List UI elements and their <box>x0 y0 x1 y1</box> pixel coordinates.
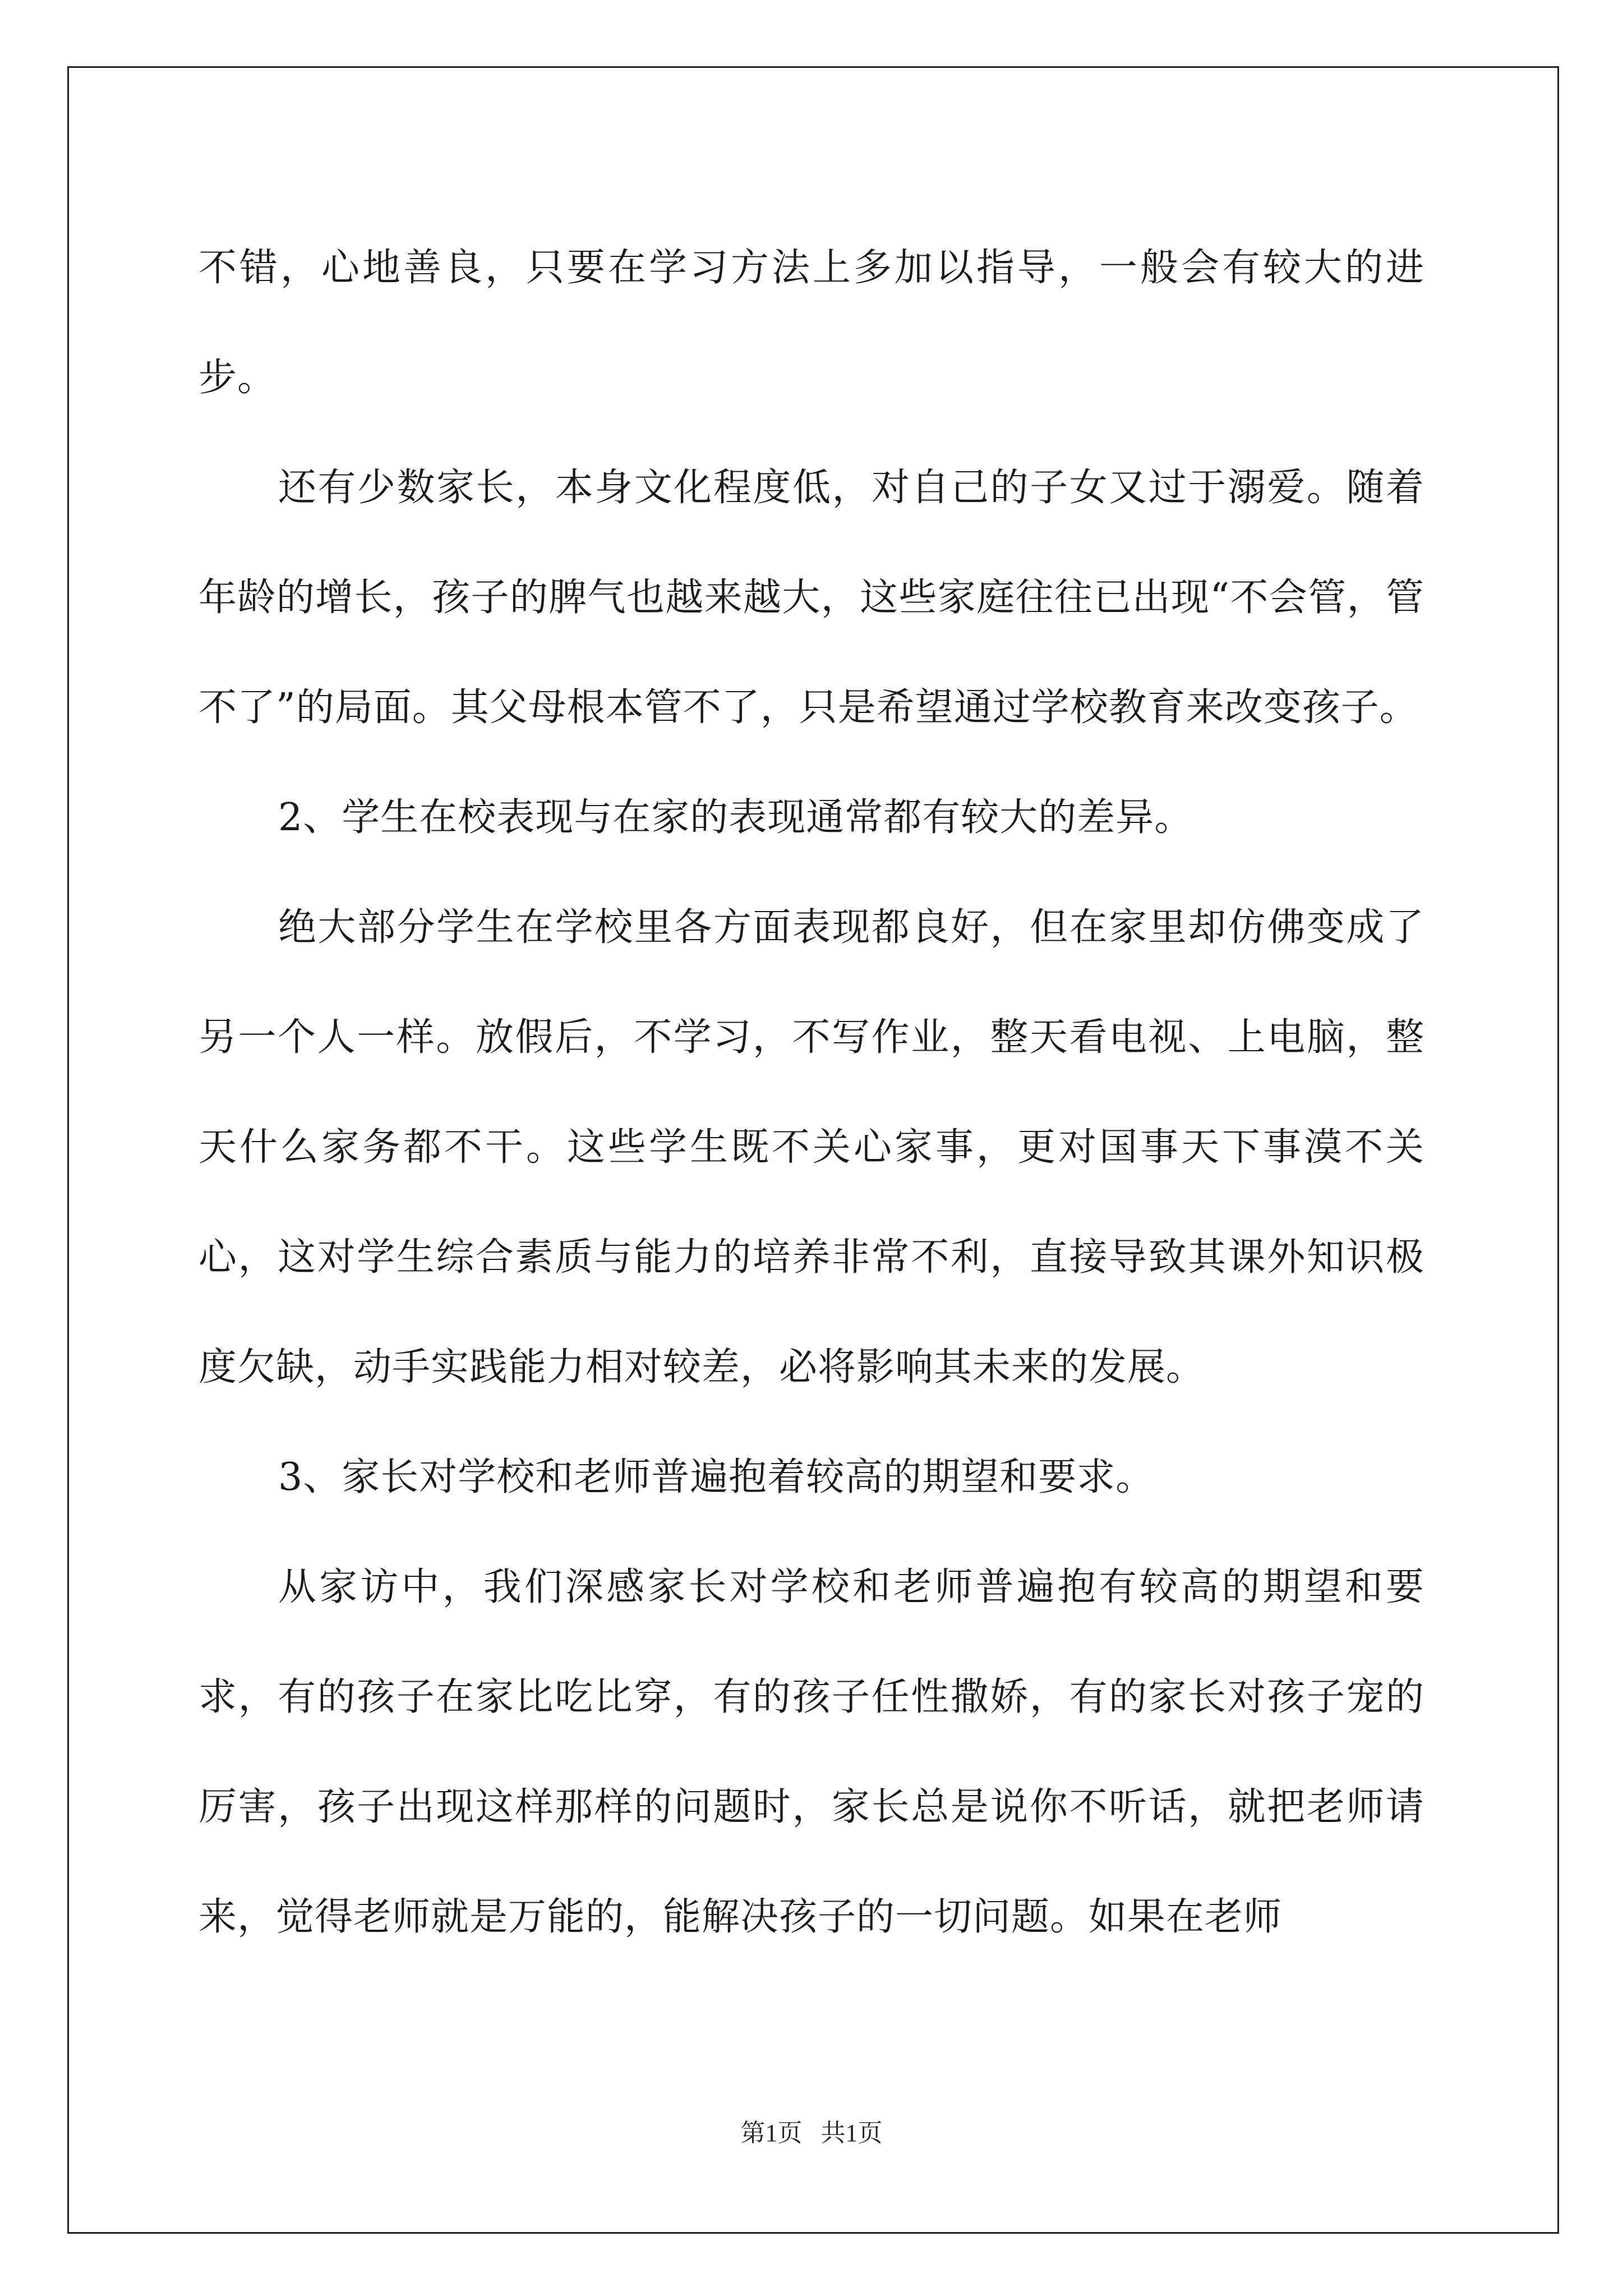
paragraph-1: 不错，心地善良，只要在学习方法上多加以指导，一般会有较大的进步。 <box>199 246 1424 400</box>
page-number: 第1页 <box>740 2119 803 2147</box>
page-total: 共1页 <box>820 2119 883 2147</box>
page-footer <box>0 2113 1623 2148</box>
document-body <box>199 213 1424 1972</box>
paragraph-3-heading: 2、学生在校表现与在家的表现通常都有较大的差异。 <box>278 795 1193 840</box>
paragraph-5-heading: 3、家长对学校和老师普遍抱着较高的期望和要求。 <box>278 1455 1155 1499</box>
paragraph-2: 还有少数家长，本身文化程度低，对自己的子女又过于溺爱。随着年龄的增长，孩子的脾气也越来越大，这些家庭往往已出现“不会管，管不了”的局面。其父母根本管不了，只是希望通过学校教育来改变孩子。 <box>199 466 1424 730</box>
paragraph-6: 从家访中，我们深感家长对学校和老师普遍抱有较高的期望和要求，有的孩子在家比吃比穿，有的孩子任性撒娇，有的家长对孩子宠的厉害，孩子出现这样那样的问题时，家长总是说你不听话，就把老师请来，觉得老师就是万能的，能解决孩子的一切问题。如果在老师 <box>199 1565 1424 1939</box>
paragraph-4: 绝大部分学生在学校里各方面表现都良好，但在家里却仿佛变成了另一个人一样。放假后，不学习，不写作业，整天看电视、上电脑，整天什么家务都不干。这些学生既不关心家事，更对国事天下事漠不关心，这对学生综合素质与能力的培养非常不利，直接导致其课外知识极度欠缺，动手实践能力相对较差，必将影响其未来的发展。 <box>199 905 1424 1389</box>
